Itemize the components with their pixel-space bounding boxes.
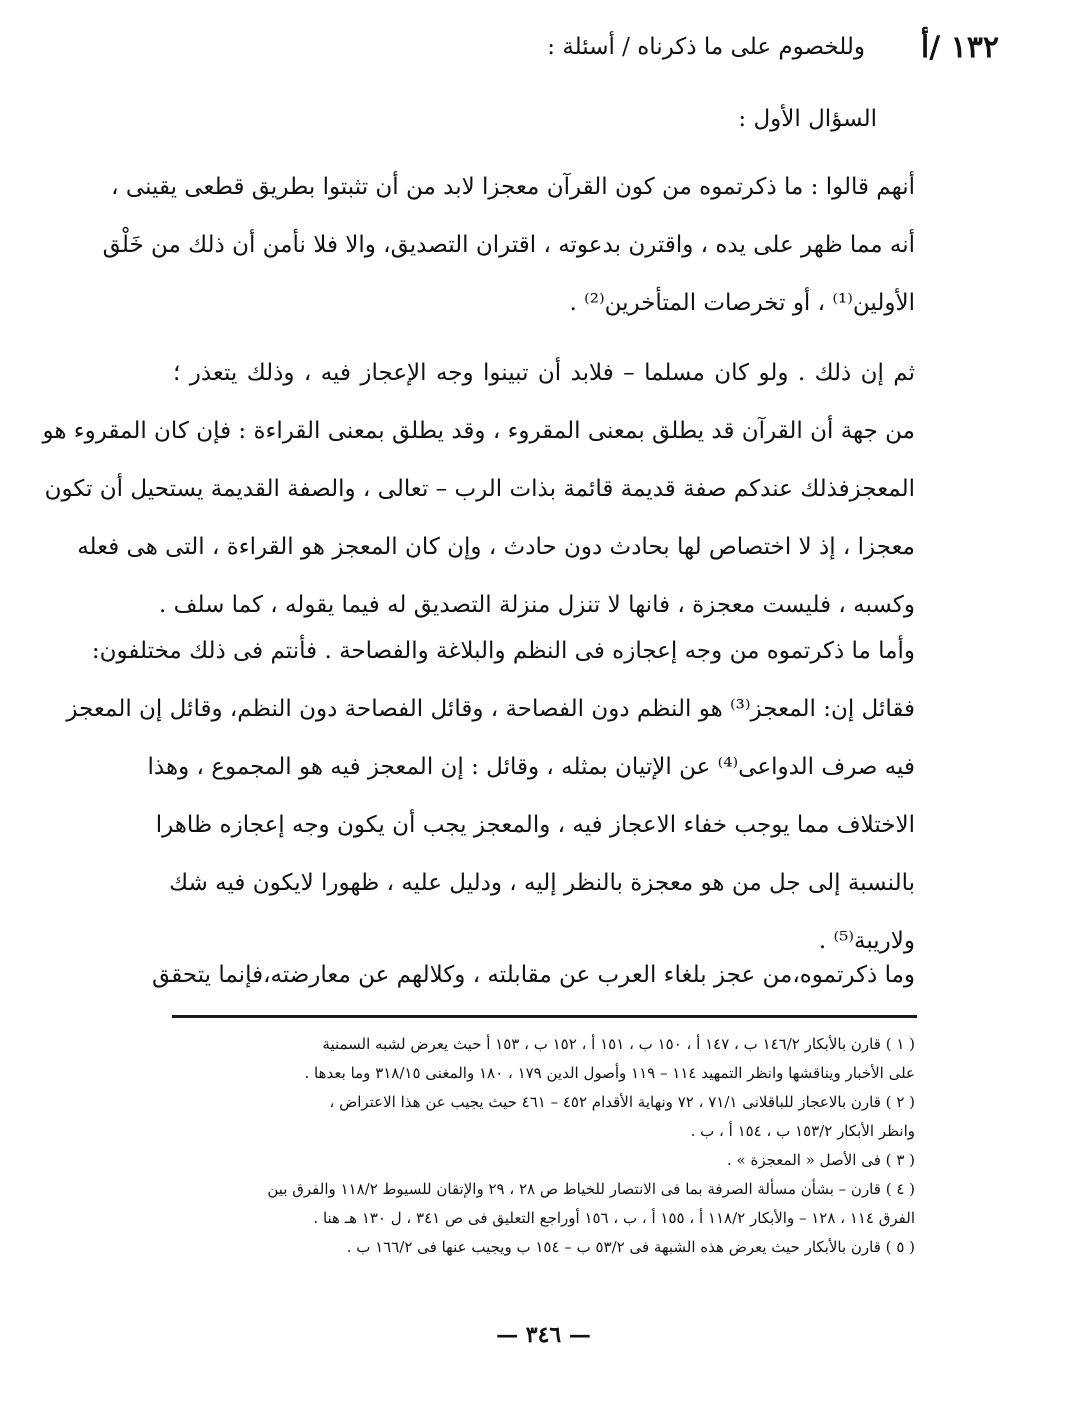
text-line: الأولين⁽¹⁾ ، أو تخرصات المتأخرين⁽²⁾ . xyxy=(569,290,915,316)
footnote-line: ( ١ ) قارن بالأبكار ١٤٦/٢ ب ، ١٤٧ أ ، ١٥٠ ب ، ١٥١ أ ، ١٥٢ ب ، ١٥٣ أ حيث يعرض لشبه السمنية xyxy=(322,1035,915,1053)
folio-marker: ١٣٢ /أ xyxy=(920,30,999,65)
text-line: وكسبه ، فليست معجزة ، فانها لا تنزل منزلة التصديق له فيما يقوله ، كما سلف . xyxy=(159,592,915,618)
text-line: المعجزفذلك عندكم صفة قديمة قائمة بذات الرب – تعالى ، والصفة القديمة يستحيل أن تكون xyxy=(44,476,915,502)
text-line: فيه صرف الدواعى⁽⁴⁾ عن الإتيان بمثله ، وقائل : إن المعجز فيه هو المجموع ، وهذا xyxy=(147,754,915,780)
page-number: — ٣٤٦ — xyxy=(496,1322,591,1348)
paragraph-3 xyxy=(66,622,915,970)
footnote-line: على الأخبار ويناقشها وانظر التمهيد ١١٤ – ١١٩ وأصول الدين ١٧٩ ، ١٨٠ والمغنى ٣١٨/١٥ وما بعدها . xyxy=(304,1064,915,1082)
text-line: معجزا ، إذ لا اختصاص لها بحادث دون حادث ، وإن كان المعجز هو القراءة ، التى هى فعله xyxy=(77,534,915,560)
footnote-line: ( ٢ ) قارن بالاعجاز للباقلانى ٧١/١ ، ٧٢ ونهاية الأقدام ٤٥٢ – ٤٦١ حيث يجيب عن هذا الاعتراض ، xyxy=(329,1093,915,1111)
footnotes xyxy=(170,1030,915,1262)
footnote-line: ( ٤ ) قارن – بشأن مسألة الصرفة بما فى الانتصار للخياط ص ٢٨ ، ٢٩ والإتقان للسيوط ١١٨/٢ والفرق بين xyxy=(267,1180,915,1198)
running-header: وللخصوم على ما ذكرناه / أسئلة : xyxy=(547,34,865,60)
paragraph-2 xyxy=(42,344,915,634)
footnote-line: ( ٥ ) قارن بالأبكار حيث يعرض هذه الشبهة فى ٥٣/٢ ب – ١٥٤ ب ويجيب عنها فى ١٦٦/٢ ب . xyxy=(346,1238,915,1256)
text-line: أنه مما ظهر على يده ، واقترن بدعوته ، اقتران التصديق، والا فلا نأمن أن ذلك من خَلْق xyxy=(102,232,915,258)
text-line: الاختلاف مما يوجب خفاء الاعجاز فيه ، والمعجز يجب أن يكون وجه إعجازه ظاهرا xyxy=(155,812,915,838)
footnote-separator xyxy=(172,1015,917,1018)
text-line: بالنسبة إلى جل من هو معجزة بالنظر إليه ، ودليل عليه ، ظهورا لايكون فيه شك xyxy=(169,870,915,896)
text-line: وأما ما ذكرتموه من وجه إعجازه فى النظم والبلاغة والفصاحة . فأنتم فى ذلك مختلفون: xyxy=(91,638,915,664)
paragraph-1 xyxy=(102,158,915,332)
footnote-line: وانظر الأبكار ١٥٣/٢ ب ، ١٥٤ أ ، ب . xyxy=(690,1122,915,1140)
paragraph-4 xyxy=(152,946,915,1004)
text-line: من جهة أن القرآن قد يطلق بمعنى المقروء ، وقد يطلق بمعنى القراءة : فإن كان المقروء هو xyxy=(42,418,915,444)
text-line: فقائل إن: المعجز⁽³⁾ هو النظم دون الفصاحة ، وقائل الفصاحة دون النظم، وقائل إن المعجز xyxy=(66,696,915,722)
question-heading: السؤال الأول : xyxy=(738,106,877,132)
footnote-line: ( ٣ ) فى الأصل « المعجزة » . xyxy=(727,1151,915,1169)
text-line: ولاريبة⁽⁵⁾ . xyxy=(818,928,915,954)
text-line: وما ذكرتموه،من عجز بلغاء العرب عن مقابلته ، وكلالهم عن معارضته،فإنما يتحقق xyxy=(152,962,915,988)
text-line: أنهم قالوا : ما ذكرتموه من كون القرآن معجزا لابد من أن تثبتوا بطريق قطعى يقينى ، xyxy=(111,174,915,200)
text-line: ثم إن ذلك . ولو كان مسلما – فلابد أن تبينوا وجه الإعجاز فيه ، وذلك يتعذر ؛ xyxy=(173,360,915,386)
footnote-line: الفرق ١١٤ ، ١٢٨ – والأبكار ١١٨/٢ أ ، ١٥٥ أ ، ب ، ١٥٦ أوراجع التعليق فى ص ٣٤١ ، ل ١٣٠ هـ هنا . xyxy=(313,1209,915,1227)
